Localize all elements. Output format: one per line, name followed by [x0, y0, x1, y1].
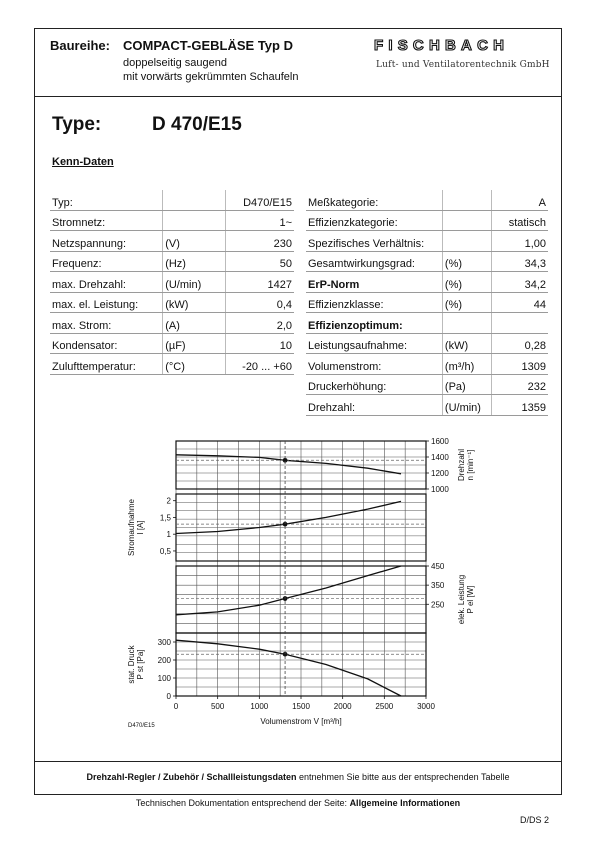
spec-unit: (%) [442, 292, 491, 313]
company-subtitle: Luft- und Ventilatorentechnik GmbH [376, 60, 550, 70]
spec-value: 1,00 [491, 231, 548, 252]
spec-label: ErP-Norm [306, 272, 442, 293]
y-tick-label-power: 450 [431, 562, 445, 571]
spec-unit: (Pa) [442, 374, 491, 395]
spec-value: 34,2 [491, 272, 548, 293]
y-tick-label-power: 350 [431, 581, 445, 591]
y-tick-label-pressure: 0 [166, 692, 171, 701]
spec-value: 44 [491, 292, 548, 313]
spec-label: Meßkategorie: [306, 190, 442, 210]
spec-unit: (A) [163, 313, 226, 334]
spec-row [306, 190, 548, 210]
y-tick-label-current: 0,5 [159, 546, 171, 556]
logo-wordmark [374, 36, 546, 54]
spec-row [50, 313, 294, 334]
spec-label: Netzspannung: [50, 231, 163, 252]
spec-row [50, 292, 294, 313]
spec-label: Zulufttemperatur: [50, 354, 163, 375]
spec-unit: (%) [442, 251, 491, 272]
footer-line-2-pre: Technischen Dokumentation entsprechend der Seite: [135, 798, 350, 808]
spec-row [306, 374, 548, 395]
spec-unit: (U/min) [442, 395, 491, 416]
series-key: Baureihe: [50, 38, 110, 53]
spec-unit: (m³/h) [442, 354, 491, 375]
type-key: Type: [52, 114, 102, 135]
x-tick-label: 500 [210, 702, 225, 711]
y-tick-label-current: 1 [166, 530, 171, 540]
y-tick-label-current: 2 [166, 496, 171, 506]
spec-row [50, 190, 294, 210]
curve-pressure [176, 640, 401, 696]
spec-unit: (V) [163, 231, 226, 252]
spec-label: max. Drehzahl: [50, 272, 163, 293]
spec-label: max. Strom: [50, 313, 163, 334]
y-tick-label-power: 250 [431, 600, 445, 610]
spec-row [306, 231, 548, 252]
spec-row [306, 272, 548, 293]
spec-row [50, 354, 294, 375]
spec-unit: (°C) [163, 354, 226, 375]
description-line-2: mit vorwärts gekrümmten Schaufeln [123, 71, 299, 83]
spec-value: A [491, 190, 548, 210]
x-tick-label: 1000 [250, 702, 269, 711]
footer-line-2-bold: Allgemeine Informationen [349, 798, 461, 808]
series-value: COMPACT-GEBLÄSE Typ D [123, 38, 293, 53]
spec-row [50, 333, 294, 354]
spec-row [306, 292, 548, 313]
spec-value: -20 ... +60 [226, 354, 294, 375]
header-separator [34, 96, 562, 97]
spec-value: 50 [226, 251, 294, 272]
left-spec-table [50, 190, 294, 375]
footer-separator [34, 761, 562, 762]
footer-line-1-bold: Drehzahl-Regler / Zubehör / Schallleistungsdaten [86, 772, 297, 782]
spec-row [50, 272, 294, 293]
spec-label: Leistungsaufnahme: [306, 333, 442, 354]
y-tick-label-pressure: 100 [157, 674, 171, 683]
spec-value: 1427 [226, 272, 294, 293]
curve-speed [176, 455, 401, 474]
footer-line-1 [34, 772, 562, 782]
y-axis-unit-power: P el [W] [466, 585, 475, 614]
spec-row [306, 354, 548, 375]
x-axis-label: Volumenstrom V [m³/h] [260, 717, 342, 726]
spec-value: 34,3 [491, 251, 548, 272]
spec-label: Gesamtwirkungsgrad: [306, 251, 442, 272]
spec-value: 10 [226, 333, 294, 354]
spec-value: 230 [226, 231, 294, 252]
spec-unit [442, 313, 491, 334]
curve-power [176, 566, 401, 615]
x-tick-label: 0 [173, 702, 179, 711]
spec-value: statisch [491, 210, 548, 231]
y-tick-label-speed: 1400 [431, 453, 449, 462]
spec-label: Drehzahl: [306, 395, 442, 416]
performance-chart [118, 432, 478, 742]
spec-unit: (%) [442, 272, 491, 293]
logo-text: FISCHBACH [374, 37, 510, 54]
spec-unit [442, 231, 491, 252]
x-tick-label: 1500 [292, 702, 310, 711]
company-logo [374, 36, 546, 54]
spec-label: Spezifisches Verhältnis: [306, 231, 442, 252]
y-tick-label-current: 1,5 [159, 513, 171, 523]
spec-label: Kondensator: [50, 333, 163, 354]
spec-row [50, 231, 294, 252]
y-tick-label-speed: 1600 [431, 437, 449, 446]
spec-value: 2,0 [226, 313, 294, 334]
y-axis-unit-pressure: P st [Pa] [136, 649, 145, 680]
section-title: Kenn-Daten [52, 156, 114, 168]
spec-unit [163, 210, 226, 231]
type-value: D 470/E15 [152, 114, 242, 135]
spec-unit: (U/min) [163, 272, 226, 293]
spec-value: 0,4 [226, 292, 294, 313]
x-tick-label: 2000 [333, 702, 352, 711]
spec-value: 0,28 [491, 333, 548, 354]
spec-label: Stromnetz: [50, 210, 163, 231]
chart-code-label: D470/E15 [128, 723, 155, 729]
curve-current [176, 501, 401, 533]
y-axis-label-pressure: stat. Druck [127, 645, 136, 684]
y-tick-label-pressure: 300 [157, 638, 171, 647]
spec-unit [442, 210, 491, 231]
spec-row [306, 210, 548, 231]
spec-value: D470/E15 [226, 190, 294, 210]
spec-value [491, 313, 548, 334]
x-tick-label: 3000 [417, 702, 435, 711]
spec-row [306, 251, 548, 272]
spec-unit: (kW) [442, 333, 491, 354]
spec-row [50, 251, 294, 272]
y-axis-unit-current: I [A] [136, 520, 145, 535]
spec-label: Effizienzkategorie: [306, 210, 442, 231]
y-axis-label-current: Stromaufnahme [127, 499, 136, 556]
y-axis-label-speed: Drehzahl [457, 448, 466, 482]
y-axis-label-power: elek. Leistung [457, 574, 466, 625]
spec-label: Effizienzklasse: [306, 292, 442, 313]
spec-row [306, 333, 548, 354]
spec-row [50, 210, 294, 231]
y-tick-label-speed: 1200 [431, 469, 449, 478]
spec-row [306, 313, 548, 334]
spec-value: 1309 [491, 354, 548, 375]
y-tick-label-pressure: 200 [157, 656, 171, 665]
y-axis-unit-speed: n [min⁻¹] [466, 449, 475, 481]
spec-label: Druckerhöhung: [306, 374, 442, 395]
right-spec-table [306, 190, 548, 416]
spec-label: Typ: [50, 190, 163, 210]
spec-value: 232 [491, 374, 548, 395]
spec-value: 1~ [226, 210, 294, 231]
spec-value: 1359 [491, 395, 548, 416]
spec-label: Effizienzoptimum: [306, 313, 442, 334]
spec-label: max. el. Leistung: [50, 292, 163, 313]
description-line-1: doppelseitig saugend [123, 57, 227, 69]
spec-unit: (µF) [163, 333, 226, 354]
spec-unit [163, 190, 226, 210]
spec-unit: (kW) [163, 292, 226, 313]
footer-line-2 [34, 798, 562, 808]
spec-unit [442, 190, 491, 210]
page-code: D/DS 2 [520, 815, 550, 825]
y-tick-label-speed: 1000 [431, 485, 449, 494]
spec-label: Volumenstrom: [306, 354, 442, 375]
spec-row [306, 395, 548, 416]
spec-label: Frequenz: [50, 251, 163, 272]
footer-line-1-rest: entnehmen Sie bitte aus der entsprechenden Tabelle [296, 772, 510, 782]
x-tick-label: 2500 [375, 702, 394, 711]
spec-unit: (Hz) [163, 251, 226, 272]
